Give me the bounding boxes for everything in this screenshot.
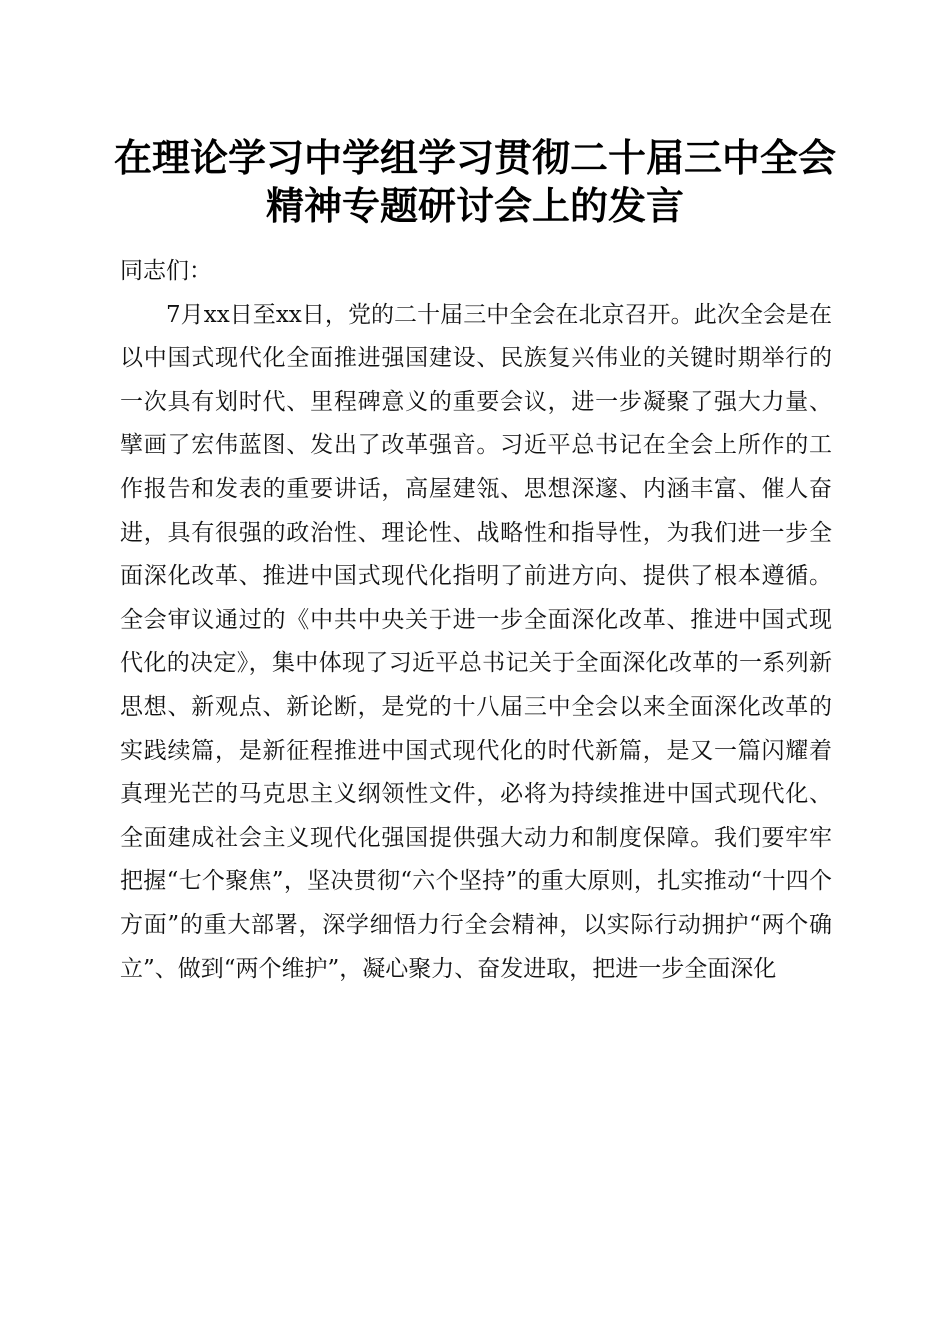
- document-body: [120, 250, 832, 991]
- document-title: 在理论学习中学组学习贯彻二十届三中全会精神专题研讨会上的发言: [113, 135, 836, 228]
- body-paragraph: 7月xx日至xx日，党的二十届三中全会在北京召开。此次全会是在以中国式现代化全面推进强国建设、民族复兴伟业的关键时期举行的一次具有划时代、里程碑意义的重要会议，进一步凝聚了强大力量、擘画了宏伟蓝图、发出了改革强音。习近平总书记在全会上所作的工作报告和发表的重要讲话，高屋建瓴、思想深邃、内涵丰富、催人奋进，具有很强的政治性、理论性、战略性和指导性，为我们进一步全面深化改革、推进中国式现代化指明了前进方向、提供了根本遵循。全会审议通过的《中共中央关于进一步全面深化改革、推进中国式现代化的决定》，集中体现了习近平总书记关于全面深化改革的一系列新思想、新观点、新论断，是党的十八届三中全会以来全面深化改革的实践续篇，是新征程推进中国式现代化的时代新篇，是又一篇闪耀着真理光芒的马克思主义纲领性文件，必将为持续推进中国式现代化、全面建成社会主义现代化强国提供强大动力和制度保障。我们要牢牢把握“七个聚焦”，坚决贯彻“六个坚持”的重大原则，扎实推动“十四个方面”的重大部署，深学细悟力行全会精神，以实际行动拥护“两个确立”、做到“两个维护”，凝心聚力、奋发进取，把进一步全面深化: [120, 301, 832, 982]
- salutation: 同志们：: [120, 258, 212, 284]
